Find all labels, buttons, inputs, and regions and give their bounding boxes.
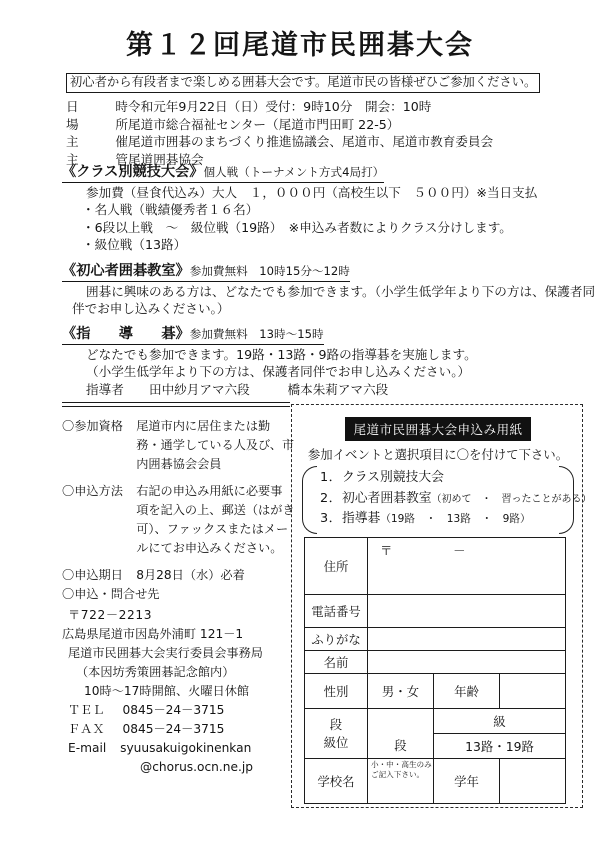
table-row-name bbox=[305, 650, 566, 673]
section-class-tournament bbox=[62, 163, 578, 254]
fax-label: ＦＡＸ bbox=[68, 722, 105, 736]
tel-row bbox=[62, 701, 294, 720]
table-row-phone bbox=[305, 594, 566, 627]
application-form-inner bbox=[300, 411, 592, 804]
info-value: 尾道市総合福祉センター（尾道市門田町 22-5） bbox=[128, 116, 400, 132]
deadline-label: 申込期日 bbox=[74, 568, 123, 582]
section-beginner-class bbox=[62, 262, 596, 318]
brace-right-icon bbox=[559, 466, 574, 534]
section-heading-main: 《初心者囲碁教室》 bbox=[62, 263, 190, 279]
section-line: 参加費（昼食代込み）大人 １，０００円（高校生以下 ５００円）※当日支払 bbox=[86, 184, 538, 200]
info-label bbox=[66, 116, 128, 134]
section-heading-sub: 参加費無料 10時15分～12時 bbox=[189, 264, 350, 278]
address-line: 広島県尾道市因島外浦町 121－1 bbox=[62, 627, 244, 641]
bullet-circle-icon: 〇 bbox=[62, 587, 75, 601]
section-heading-sub: 参加費無料 13時～15時 bbox=[189, 327, 324, 341]
section-heading-main: 《クラス別競技大会》 bbox=[62, 164, 204, 180]
dan-unit: 段 bbox=[394, 737, 407, 753]
choice-label: クラス別競技大会 bbox=[341, 470, 444, 485]
choice-suffix: （19路 ・ 13路 ・ 9路） bbox=[380, 513, 531, 525]
info-label-char-b: 所 bbox=[115, 116, 128, 132]
choice-item[interactable] bbox=[320, 489, 592, 510]
info-label-char-b: 時 bbox=[115, 99, 128, 114]
rank-label-line-a: 段 bbox=[329, 717, 343, 732]
section-body bbox=[62, 184, 578, 254]
contact-details bbox=[62, 606, 294, 777]
info-label-char-b: 管 bbox=[115, 151, 128, 167]
info-row bbox=[66, 133, 566, 151]
venue-line: （本因坊秀策囲碁記念館内） bbox=[76, 665, 235, 679]
gender-value-cell[interactable]: 男・女 bbox=[368, 673, 434, 708]
text-line: ルにてお申込みください。 bbox=[136, 541, 283, 555]
phone-input-cell[interactable] bbox=[368, 594, 566, 627]
furigana-input-cell[interactable] bbox=[368, 627, 566, 650]
text-line: 尾道市内に居住または勤 bbox=[136, 419, 271, 433]
contact-label: 申込・問合せ先 bbox=[74, 587, 160, 601]
school-label-cell: 学校名 bbox=[305, 758, 368, 803]
dan-input-cell[interactable] bbox=[368, 708, 434, 758]
hours-line: 10時～17時開館、火曜日休館 bbox=[84, 684, 250, 698]
organization-line: 尾道市民囲碁大会実行委員会事務局 bbox=[68, 646, 263, 660]
eligibility-value bbox=[136, 417, 294, 474]
section-heading bbox=[62, 262, 350, 282]
application-form-panel bbox=[291, 404, 592, 808]
brace-left-icon bbox=[302, 466, 317, 534]
fax-value: 0845－24－3715 bbox=[122, 722, 225, 736]
choice-suffix: （初めて ・ 習ったことがある） bbox=[431, 493, 592, 505]
furigana-label-cell: ふりがな bbox=[305, 627, 368, 650]
contact-header-row bbox=[62, 585, 294, 604]
choice-item[interactable] bbox=[320, 509, 556, 530]
name-label-cell: 名前 bbox=[305, 650, 368, 673]
deadline-row bbox=[62, 566, 294, 585]
table-row-gender-age bbox=[305, 673, 566, 708]
board-size-cell[interactable]: 13路・19路 bbox=[434, 733, 566, 758]
email-value: syuusakuigokinenkan bbox=[120, 741, 252, 755]
section-body bbox=[62, 346, 578, 399]
text-line: 可）、ファックスまたはメー bbox=[136, 522, 289, 536]
grade-input-cell[interactable] bbox=[500, 758, 566, 803]
section-divider bbox=[62, 402, 290, 407]
table-row-rank bbox=[305, 708, 566, 733]
event-choices-group bbox=[304, 466, 592, 532]
eligibility-block bbox=[62, 417, 294, 474]
text-line: 務・通学している人及び、市 bbox=[136, 438, 295, 452]
phone-label-cell: 電話番号 bbox=[305, 594, 368, 627]
info-label-char-a: 日 bbox=[66, 99, 79, 114]
table-row-school bbox=[305, 758, 566, 803]
info-row bbox=[66, 98, 566, 116]
email-value-continued: @chorus.ocn.ne.jp bbox=[140, 760, 254, 774]
section-line: ・名人戦（戦績優秀者１６名） bbox=[82, 202, 259, 218]
info-label-char-a: 場 bbox=[66, 116, 79, 132]
info-label-char-a: 主 bbox=[66, 151, 79, 167]
section-line: どなたでも参加できます。19路・13路・9路の指導碁を実施します。 bbox=[86, 346, 477, 362]
info-value: 令和元年9月22日（日）受付：9時10分 開会：10時 bbox=[128, 99, 432, 114]
email-label: E-mail bbox=[68, 741, 107, 755]
section-line: 伴でお申し込みください。） bbox=[72, 301, 230, 317]
info-label-char-a: 主 bbox=[66, 134, 79, 150]
application-method-block bbox=[62, 482, 294, 558]
application-method-label: 申込方法 bbox=[74, 484, 123, 498]
table-row-furigana bbox=[305, 627, 566, 650]
choice-item[interactable] bbox=[320, 468, 556, 489]
application-method-value bbox=[136, 482, 294, 558]
info-value: 尾道囲碁協会 bbox=[128, 151, 204, 167]
age-input-cell[interactable] bbox=[500, 673, 566, 708]
grade-label-cell: 学年 bbox=[434, 758, 500, 803]
section-heading bbox=[62, 163, 384, 183]
tel-value: 0845－24－3715 bbox=[122, 703, 225, 717]
address-input-cell[interactable] bbox=[368, 537, 566, 594]
gender-label-cell: 性別 bbox=[305, 673, 368, 708]
school-input-cell[interactable] bbox=[368, 758, 434, 803]
section-heading-sub: 個人戦（トーナメント方式4局打） bbox=[203, 165, 385, 179]
kyu-input-cell[interactable] bbox=[434, 708, 566, 733]
rank-label-line-b: 級位 bbox=[323, 735, 349, 750]
kyu-unit: 級 bbox=[493, 713, 506, 729]
section-heading bbox=[62, 325, 324, 345]
table-row-address bbox=[305, 537, 566, 594]
section-teaching-games bbox=[62, 325, 578, 398]
bullet-circle-icon: 〇 bbox=[62, 419, 75, 433]
section-line: 指導者 田中紗月アマ六段 橋本朱莉アマ六段 bbox=[86, 381, 389, 397]
section-line: ・級位戦（13路） bbox=[82, 237, 187, 253]
age-label-cell: 年齢 bbox=[434, 673, 500, 708]
section-heading-main: 《指 導 碁》 bbox=[62, 326, 190, 342]
page-title: 第１２回尾道市民囲碁大会 bbox=[126, 30, 474, 61]
choice-number: 1． bbox=[320, 470, 342, 485]
choice-number: 3． bbox=[320, 511, 342, 526]
postal-code: 〒722－2213 bbox=[68, 608, 153, 622]
choice-label: 指導碁 bbox=[341, 511, 381, 526]
info-label bbox=[66, 133, 128, 151]
info-value: 尾道市囲碁のまちづくり推進協議会、尾道市、尾道市教育委員会 bbox=[128, 134, 494, 150]
application-info bbox=[62, 417, 294, 777]
info-row bbox=[66, 116, 566, 134]
text-line: 右記の申込み用紙に必要事 bbox=[136, 484, 283, 498]
address-label-cell: 住所 bbox=[305, 537, 368, 594]
text-line: 項を記入の上、郵送（はがき bbox=[136, 503, 295, 517]
tel-label: ＴＥＬ bbox=[68, 703, 105, 717]
bullet-circle-icon: 〇 bbox=[62, 484, 75, 498]
deadline-value: 8月28日（水）必着 bbox=[136, 568, 245, 582]
choice-label: 初心者囲碁教室 bbox=[341, 490, 432, 506]
section-line: （小学生低学年より下の方は、保護者同伴でお申し込みください。） bbox=[86, 364, 471, 380]
rank-label-cell bbox=[305, 708, 368, 758]
info-label-char-b: 催 bbox=[115, 134, 128, 150]
name-input-cell[interactable] bbox=[368, 650, 566, 673]
form-title-banner: 尾道市民囲碁大会申込み用紙 bbox=[345, 417, 531, 441]
text-line: 内囲碁協会会員 bbox=[136, 457, 222, 471]
section-line: ・6段以上戦 ～ 級位戦（19路） ※申込み者数によりクラス分けします。 bbox=[82, 219, 512, 235]
email-row bbox=[62, 739, 294, 758]
info-label bbox=[66, 98, 128, 116]
school-note: 小・中・高生のみご記入下さい。 bbox=[371, 759, 432, 779]
choice-number: 2． bbox=[320, 490, 342, 506]
postal-mark: 〒 － bbox=[380, 542, 478, 558]
lead-description-box: 初心者から有段者まで楽しめる囲碁大会です。尾道市民の皆様ぜひご参加ください。 bbox=[66, 73, 540, 93]
section-line: 囲碁に興味のある方は、どなたでも参加できます。（小学生低学年より下の方は、保護者同 bbox=[86, 283, 596, 299]
application-form-table bbox=[304, 537, 566, 804]
bullet-circle-icon: 〇 bbox=[62, 568, 75, 582]
eligibility-label: 参加資格 bbox=[74, 419, 123, 433]
section-body bbox=[62, 283, 596, 318]
event-info-list bbox=[66, 98, 566, 168]
form-instruction: 参加イベントと選択項目に〇を付けて下さい。 bbox=[307, 447, 569, 462]
fax-row bbox=[62, 720, 294, 739]
